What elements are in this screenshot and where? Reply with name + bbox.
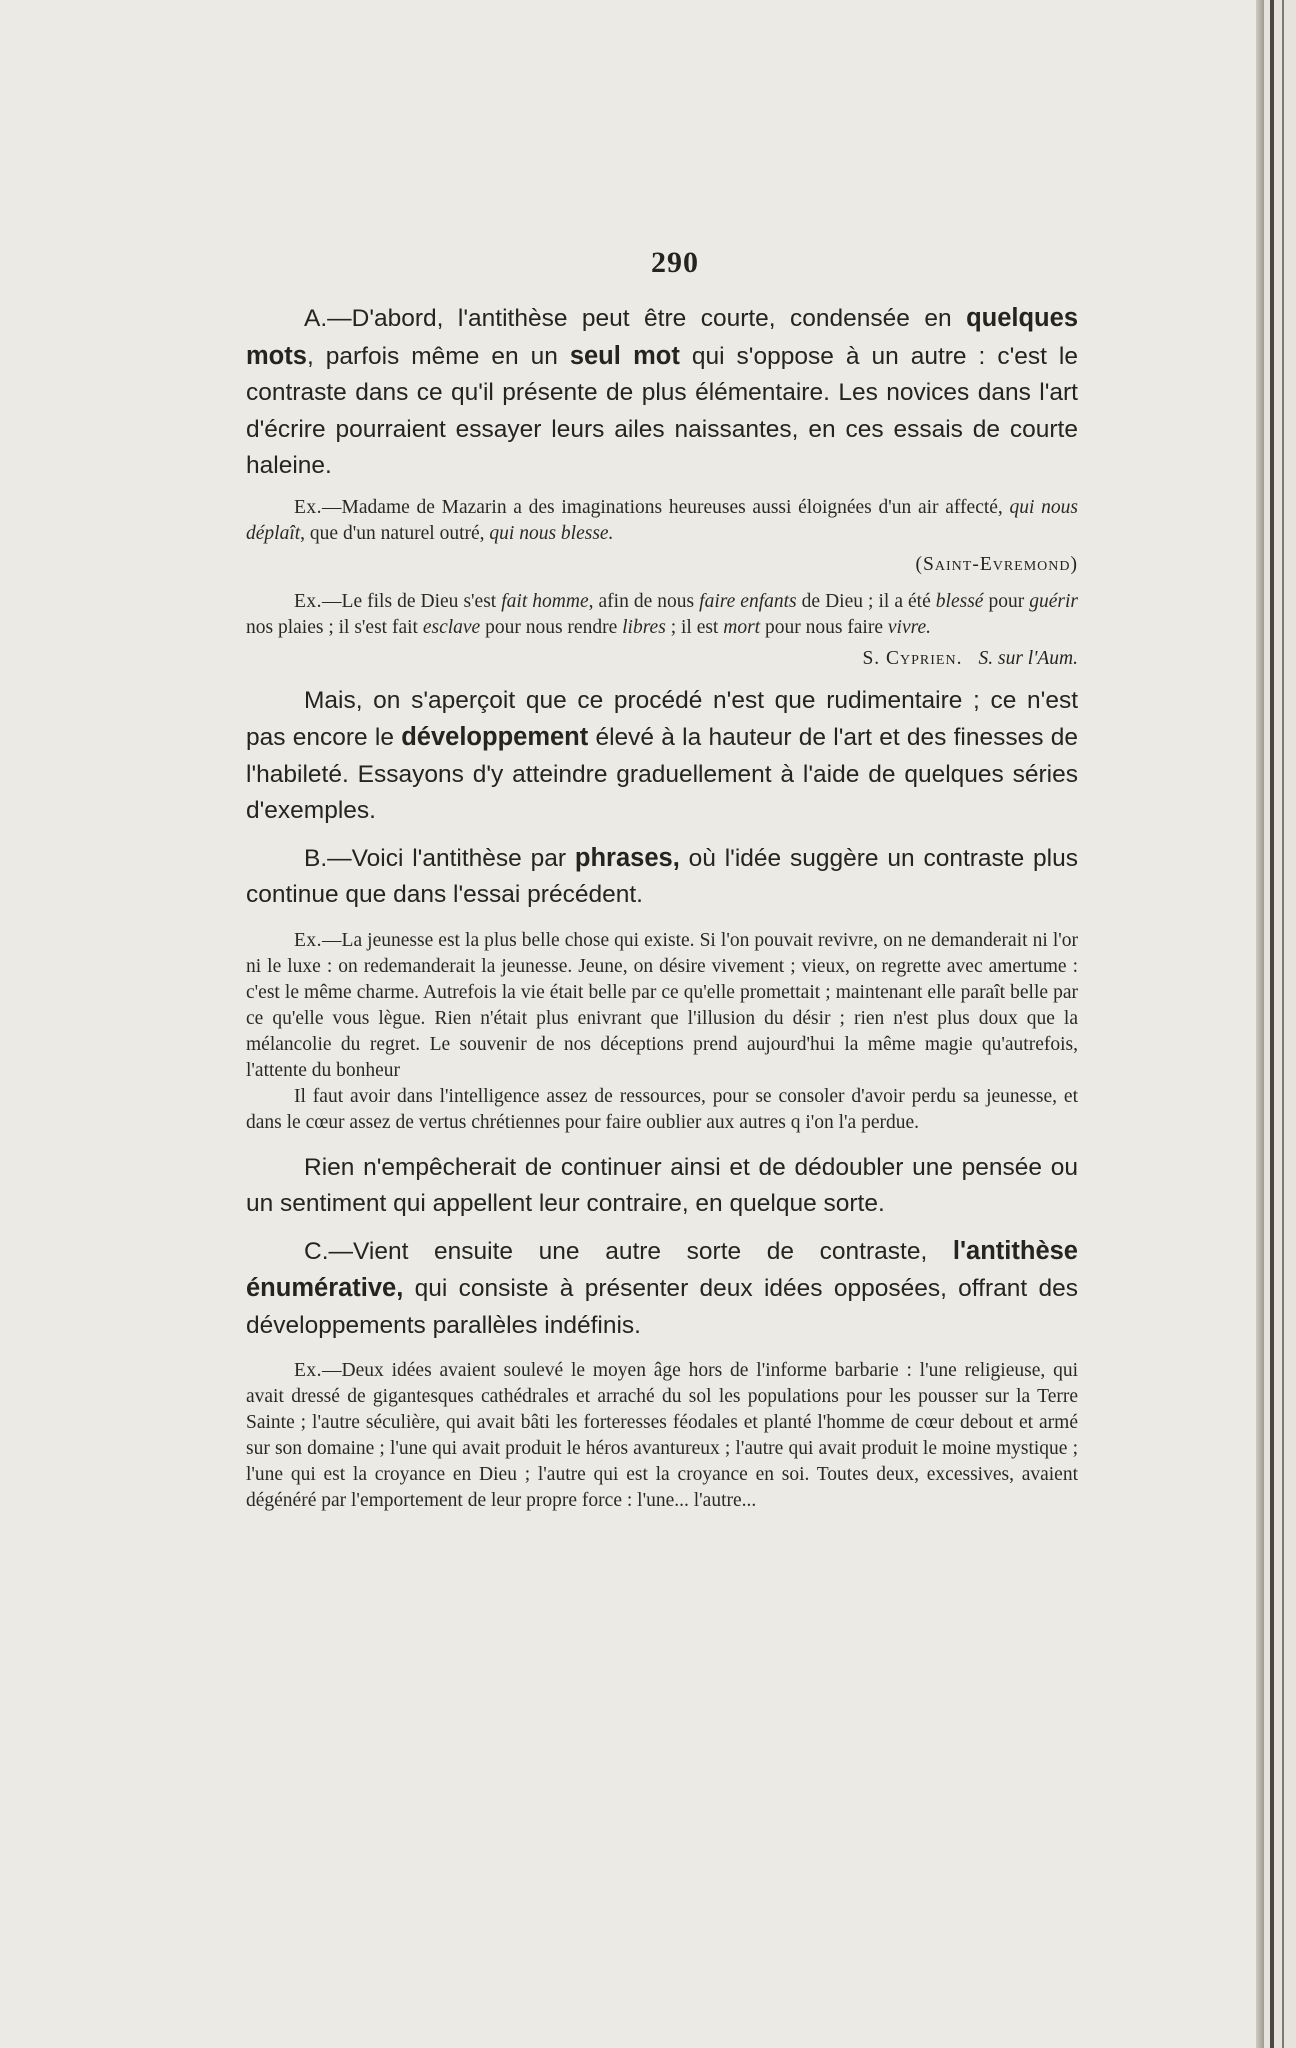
example-3 bbox=[246, 928, 1078, 1084]
example-3-continuation bbox=[246, 1084, 1078, 1136]
text-run: ; il est bbox=[665, 616, 724, 638]
text-run: qui s'oppose à un autre : c'est le contraste dans ce qu'il présente de plus élémentaire. Les novices dans l'art d'écrire pourraient essayer leurs ailes naissantes, en ces essais de courte haleine. bbox=[246, 342, 1078, 479]
italic-text: libres bbox=[622, 616, 666, 638]
italic-text: blessé bbox=[935, 590, 984, 612]
example-1 bbox=[246, 495, 1078, 547]
text-run: élevé à la hauteur de l'art et des finesses de l'habileté. Essayons d'y atteindre graduellement à l'aide de quelques séries d'exemples. bbox=[246, 724, 1078, 824]
text-run: Mais, on s'aperçoit que ce procédé n'est que rudimentaire ; ce n'est pas encore le bbox=[246, 686, 1078, 751]
text-run: pour nous rendre bbox=[480, 616, 623, 638]
text-run: pour nous faire bbox=[760, 616, 888, 638]
next-page-border bbox=[1270, 0, 1274, 2048]
example-label: Ex. bbox=[294, 590, 323, 612]
text-run: A.—D'abord, l'antithèse peut être courte, condensée en bbox=[304, 305, 967, 332]
text-run: qui consiste à présenter deux idées opposées, offrant des développements parallèles indéfinis. bbox=[246, 1275, 1078, 1339]
text-run: —La jeunesse est la plus belle chose qui existe. Si l'on pouvait revivre, on ne demanderait ni l'or ni le luxe : on redemanderait la jeunesse. Jeune, on désire vivement ; vieux, on regrette avec amertume : c'est le même charme. Autrefois la vie était belle par ce qu'elle promettait ; maintenant elle paraît belle par ce qu'elle vous lègue. Rien n'était plus enivrant que l'illusion du désir ; rien n'est plus doux que la mélancolie du regret. Le souvenir de nos déceptions prend aujourd'hui la même magie qu'autrefois, l'attente du bonheur bbox=[246, 929, 1078, 1081]
italic-text: mort bbox=[723, 616, 761, 638]
italic-text: esclave bbox=[422, 616, 481, 638]
italic-text: qui nous blesse. bbox=[489, 522, 614, 544]
example-2 bbox=[246, 589, 1078, 641]
citation-cyprien bbox=[246, 645, 1078, 673]
paragraph-mais bbox=[246, 683, 1078, 830]
next-page-edge bbox=[1264, 0, 1296, 2048]
section-a-paragraph bbox=[246, 300, 1078, 485]
paragraph-rien bbox=[246, 1150, 1078, 1223]
page-content bbox=[246, 300, 1078, 1514]
example-label: Ex. bbox=[294, 496, 323, 518]
text-run: nos plaies ; il s'est fait bbox=[246, 616, 423, 638]
citation-saint-evremond bbox=[246, 551, 1078, 579]
text-run: pour bbox=[983, 590, 1030, 612]
italic-text: fait homme bbox=[501, 590, 589, 612]
page-number: 290 bbox=[651, 246, 699, 279]
text-run: Rien n'empêcherait de continuer ainsi et de dédoubler une pensée ou un sentiment qui appellent leur contraire, en quelque sorte. bbox=[246, 1153, 1078, 1217]
section-c-paragraph bbox=[246, 1233, 1078, 1345]
text-run: Il faut avoir dans l'intelligence assez de ressources, pour se consoler d'avoir perdu sa jeunesse, et dans le cœur assez de vertus chrétiennes pour faire oublier aux autres q i'on l'a perdue. bbox=[246, 1085, 1078, 1133]
text-run: B.—Voici l'antithèse par bbox=[304, 844, 575, 872]
example-4 bbox=[246, 1358, 1078, 1514]
bold-term: quelques mots bbox=[246, 304, 1078, 370]
section-b-paragraph bbox=[246, 840, 1078, 914]
example-label: Ex. bbox=[294, 1360, 323, 1381]
text-run: de Dieu ; il a été bbox=[796, 590, 936, 612]
text-run: —Le fils de Dieu s'est bbox=[322, 590, 502, 612]
italic-text: qui nous déplaît bbox=[246, 496, 1078, 544]
text-run: , parfois même en un bbox=[306, 342, 570, 370]
example-label: Ex. bbox=[294, 929, 323, 951]
text-run: , que d'un naturel outré, bbox=[300, 522, 490, 544]
citation-work: S. sur l'Aum. bbox=[978, 647, 1078, 669]
bold-term: l'antithèse énumérative, bbox=[246, 1236, 1078, 1302]
text-run: —Madame de Mazarin a des imaginations heureuses aussi éloignées d'un air affecté, bbox=[322, 496, 1010, 518]
citation-author: S. Cyprien. bbox=[862, 647, 963, 669]
bold-term: seul mot bbox=[569, 341, 680, 370]
text-run: où l'idée suggère un contraste plus continue que dans l'essai précédent. bbox=[246, 844, 1079, 908]
text-run: C.—Vient ensuite une autre sorte de contraste, bbox=[304, 1237, 953, 1265]
bold-term: phrases, bbox=[574, 843, 680, 872]
text-run: , afin de nous bbox=[588, 590, 700, 612]
bold-term: développement bbox=[401, 723, 589, 751]
italic-text: vivre. bbox=[887, 616, 932, 638]
text-run: —Deux idées avaient soulevé le moyen âge hors de l'informe barbarie : l'une religieuse, qui avait dressé de gigantesques cathédrales et arraché du sol les populations pour les pousser sur la Terre Sainte ; l'autre séculière, qui avait bâti les forteresses féodales et planté l'homme de cœur debout et armé sur son domaine ; l'une qui avait produit le héros avantureux ; l'autre qui avait produit le moine mystique ; l'une qui est la croyance en Dieu ; l'autre qui est la croyance en soi. Toutes deux, excessives, avaient dégénéré par l'emportement de leur propre force : l'une... l'autre... bbox=[246, 1360, 1078, 1511]
italic-text: faire enfants bbox=[699, 590, 797, 612]
citation-author: (Saint-Evremond) bbox=[915, 553, 1078, 575]
page-gutter-shadow bbox=[1256, 0, 1264, 2048]
italic-text: guérir bbox=[1029, 590, 1079, 612]
next-page-border-inner bbox=[1282, 0, 1284, 2048]
